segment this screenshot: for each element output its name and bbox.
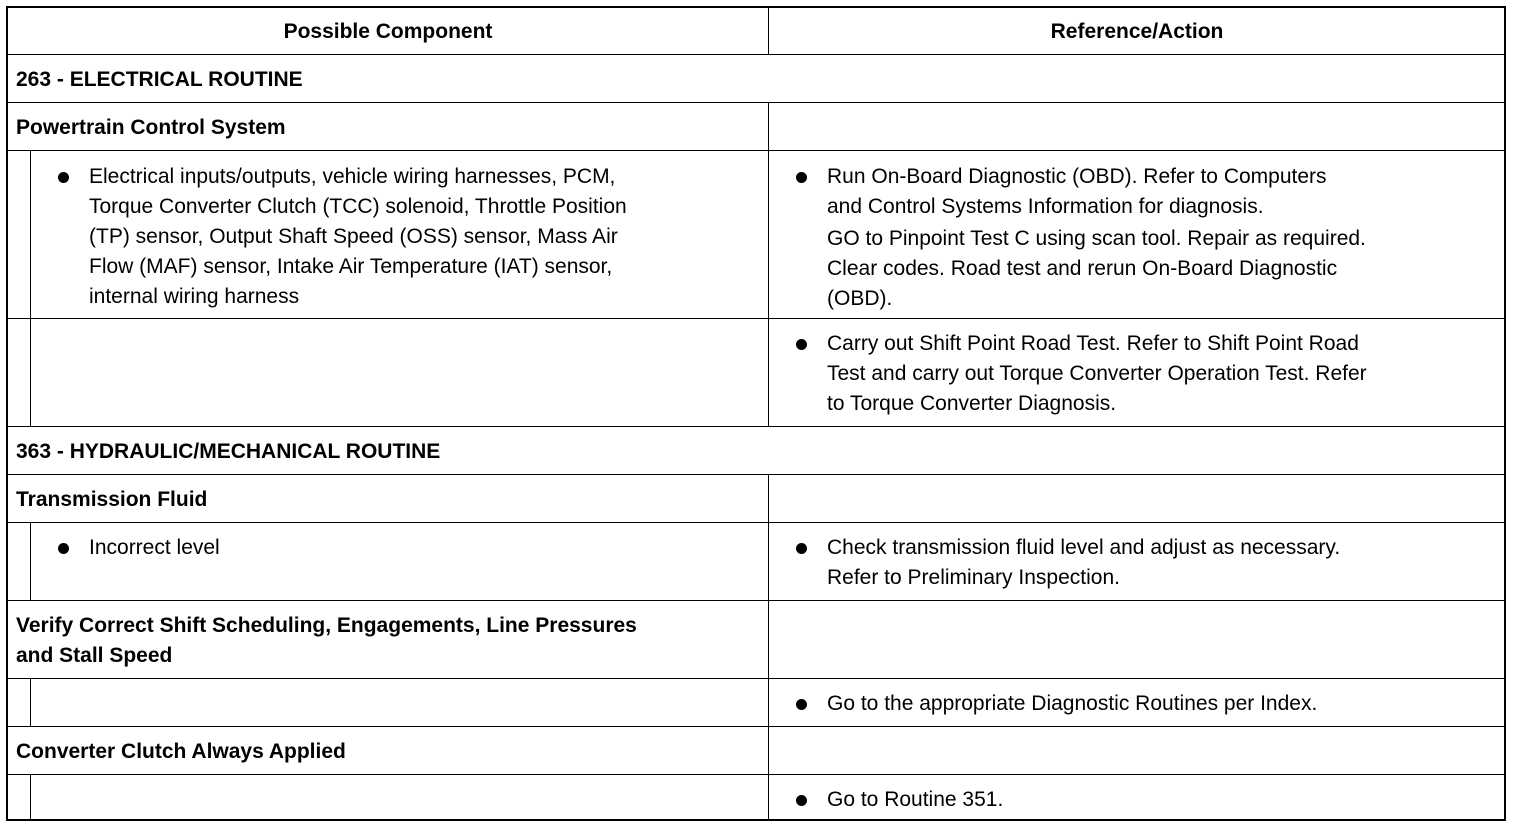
indent-divider	[30, 679, 31, 726]
group-title: Transmission Fluid	[16, 488, 208, 511]
column-divider	[768, 679, 769, 726]
section-title: 363 - HYDRAULIC/MECHANICAL ROUTINE	[16, 440, 441, 463]
bullet-icon	[796, 172, 807, 183]
bullet-icon	[796, 699, 807, 710]
column-divider	[768, 775, 769, 819]
column-divider	[768, 475, 769, 522]
column-divider	[768, 151, 769, 318]
section-title: 263 - ELECTRICAL ROUTINE	[16, 68, 303, 91]
column-divider	[768, 319, 769, 426]
bullet-icon	[58, 543, 69, 554]
header-possible-component: Possible Component	[283, 20, 493, 43]
indent-divider	[30, 775, 31, 819]
group-row-clutch	[8, 727, 1504, 775]
group-title: Converter Clutch Always Applied	[16, 740, 346, 763]
column-divider	[768, 727, 769, 774]
group-title: Powertrain Control System	[16, 116, 286, 139]
diagnostic-table	[6, 6, 1506, 821]
column-divider	[768, 523, 769, 600]
group-title: Verify Correct Shift Scheduling, Engagements, Line Pressures and Stall Speed	[16, 614, 637, 667]
column-divider	[768, 601, 769, 678]
table-row: Electrical inputs/outputs, vehicle wiring harnesses, PCM, Torque Converter Clutch (TCC) solenoid, Throttle Position (TP) sensor, Output Shaft Speed (OSS) sensor, Mass Air Flow (MAF) sensor, Intake Air Temperature (IAT) sensor, internal wiring harness Run On-Board Diagnostic (OBD). Refer to Computers and Control Systems Information for diagnosis. GO to Pinpoint Test C using scan tool. Repair as required. Clear codes. Road test and rerun On-Board Diagnostic (OBD).	[8, 151, 1504, 319]
section-row-hydraulic	[8, 427, 1504, 475]
indent-divider	[30, 523, 31, 600]
table-header	[8, 8, 1504, 55]
bullet-icon	[796, 543, 807, 554]
section-row-electrical	[8, 55, 1504, 103]
bullet-icon	[796, 339, 807, 350]
indent-divider	[30, 151, 31, 318]
table-row: Go to Routine 351.	[8, 775, 1504, 819]
table-row: Go to the appropriate Diagnostic Routines per Index.	[8, 679, 1504, 727]
indent-divider	[30, 319, 31, 426]
group-row-verify	[8, 601, 1504, 679]
bullet-icon	[796, 795, 807, 806]
group-row-fluid	[8, 475, 1504, 523]
group-row-powertrain	[8, 103, 1504, 151]
header-reference-action: Reference/Action	[1050, 20, 1224, 43]
table-row: Incorrect level Check transmission fluid level and adjust as necessary. Refer to Preliminary Inspection.	[8, 523, 1504, 601]
column-divider	[768, 103, 769, 150]
bullet-icon	[58, 172, 69, 183]
table-row: Carry out Shift Point Road Test. Refer to Shift Point Road Test and carry out Torque Converter Operation Test. Refer to Torque Converter Diagnosis.	[8, 319, 1504, 427]
